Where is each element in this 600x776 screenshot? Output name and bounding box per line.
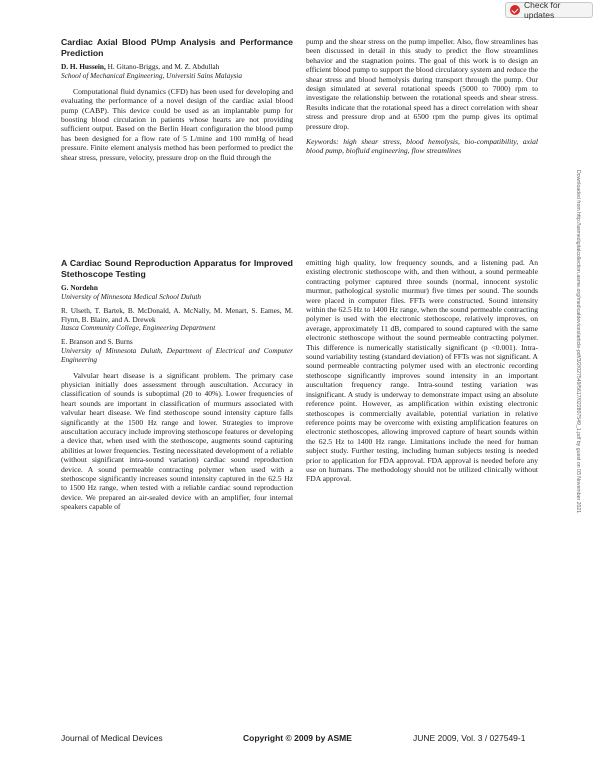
article1-abstract-part1: Computational fluid dynamics (CFD) has been used for developing and evaluating the performance of a novel design of the cardiac axial blood pump (CABP). This device could be used as an implantable pump for boosting blood circulation in patients whose hearts are not providing sufficient output. Based on the Berlin Heart configuration the blood pump has been designed for a flow rate of 5 L/mine and 100 mmHg of head pressure. Finite element analysis method has been performed to predict the shear stress, pressure, velocity, pressure drop on the fluid through the xyxy=(61,86,293,162)
article1-title: Cardiac Axial Blood PUmp Analysis and Performance Prediction xyxy=(61,37,293,58)
article1-abstract-part2: pump and the shear stress on the pump impeller. Also, flow streamlines has been discussed in detail in this study to predict the flow streamlines behavior and the stagnation points. The goal of this work is to design an efficient blood pump to support the blood circulatory system and reduce the shear stress and blood hemolysis during transport through the pump. Our design simulated at several rotational speeds (5000 to 7000) rpm to investigate the relationship between the rotational speeds and shear stress. Results indicate that the rotational speed has a direct correlation with shear stress and pressure drop and at 6500 rpm the pump gives its optimal pressure drop. xyxy=(306,37,538,131)
article2-left-column xyxy=(61,258,293,512)
article2-abstract-part1: Valvular heart disease is a significant problem. The primary case physician initially does assessment through auscultation. Accuracy in classification of sounds is suboptimal (20 to 40%). Lower frequencies of heart sounds are important in classification of murmurs associated with valvular heart disease. We find stethoscope sound intensity capture falls significantly at the 1500 Hz range and lower. Strategies to improve auscultation accuracy include improving stethoscope features or developing a device that, when used with the stethoscope, augments sound capturing abilities at lower frequencies. Testing necessitated development of a reliable (without significant intra-sound variation) cardiac sound reproduction device. A sound permeable contracting polymer when used with a stethoscope significantly increases sound intensity captured in the 62.5 Hz to 1500 Hz range, when tested with a reliable cardiac sound reproduction device. We prepared an air-sealed device with an amplifier, four internal speakers capable of xyxy=(61,370,293,512)
article2-author-group1: G. Nordehn xyxy=(61,283,98,293)
footer-copyright: Copyright © 2009 by ASME xyxy=(243,733,352,743)
article1-lead-author: D. H. Hussein, xyxy=(61,62,106,72)
keywords-list: high shear stress, blood hemolysis, bio-compatibility, axial blood pump, biofluid engineering, flow streamlines xyxy=(306,137,538,156)
article2-right-column xyxy=(306,258,538,484)
article2-abstract-part2: emitting high quality, low frequency sounds, and a listening pad. An existing electronic stethoscope with, and then without, a sound permeable contracting polymer captured three sounds (normal, innocent systolic murmur, pathological systolic murmur) five times per sound. The sounds were placed in computer files. FFTs were constructed. Sound intensity within the 62.5 Hz to 1400 Hz range, when the sound permeable contracting polymer is used with the electronic stethoscope, relatively improves, on average, approximately 11 dB, compared to sound captured with the same electronic stethoscope without the sound permeable contracting polymer. This difference is numerically statistically significant (p <0.001). Intra-sound variability testing (standard deviation) of FFTs was not significant. A sound permeable contracting polymer used with an electronic recording stethoscope significantly improves sound intensity in an important auscultation frequency range. Intra-sound testing variation was insignificant. A study is underway to demonstrate impact using an absolute reference point. However, as amplification within existing electronic stethoscopes is commercially available, potential variation in relative reference points may be overcome with existing amplification features on electronic stethoscopes, allowing improved capture of heart sounds within the 62.5 Hz to 1400 Hz range. Limitations include the need for human subject study. Further testing, including human subjects testing is needed prior to application for FDA approval. FDA approval is needed before any use on humans. The methodology should not be utilized clinically without FDA approval. xyxy=(306,258,538,484)
article1-keywords xyxy=(306,137,538,156)
keywords-label: Keywords: xyxy=(306,137,339,147)
article2-affiliation1: University of Minnesota Medical School Duluth xyxy=(61,291,202,301)
article2-author-group2: R. Ulseth, T. Bartek, B. McDonald, A. McNally, M. Menart, S. Eames, M. Flynn, B. Blaire, and A. Drewek xyxy=(61,305,293,324)
article2-affiliation2: Itasca Community College, Engineering Department xyxy=(61,323,216,333)
article1-affiliation: School of Mechanical Engineering, Universiti Sains Malaysia xyxy=(61,70,242,80)
check-for-updates-label: Check for updates xyxy=(524,0,561,20)
download-watermark: Downloaded from http://asmedigitalcollection.asme.org/medicaldevices/article-pdf/3/2/027549/5617/022807549_1.pdf by guest on 03 November 2021 xyxy=(575,170,581,514)
article2-author-group3: E. Branson and S. Burns xyxy=(61,337,133,347)
check-badge-icon xyxy=(510,5,520,15)
article1-coauthors: H. Gitano-Briggs, and M. Z. Abdullah xyxy=(105,62,220,72)
check-for-updates-badge[interactable] xyxy=(505,2,593,18)
article1-right-column xyxy=(306,37,538,156)
article2-title: A Cardiac Sound Reproduction Apparatus for Improved Stethoscope Testing xyxy=(61,258,293,279)
article1-left-column xyxy=(61,37,293,162)
article2-affiliation3: University of Minnesota Duluth, Department of Electrical and Computer Engineering xyxy=(61,345,293,364)
footer-journal: Journal of Medical Devices xyxy=(61,733,163,743)
footer-issue: JUNE 2009, Vol. 3 / 027549-1 xyxy=(413,733,526,743)
